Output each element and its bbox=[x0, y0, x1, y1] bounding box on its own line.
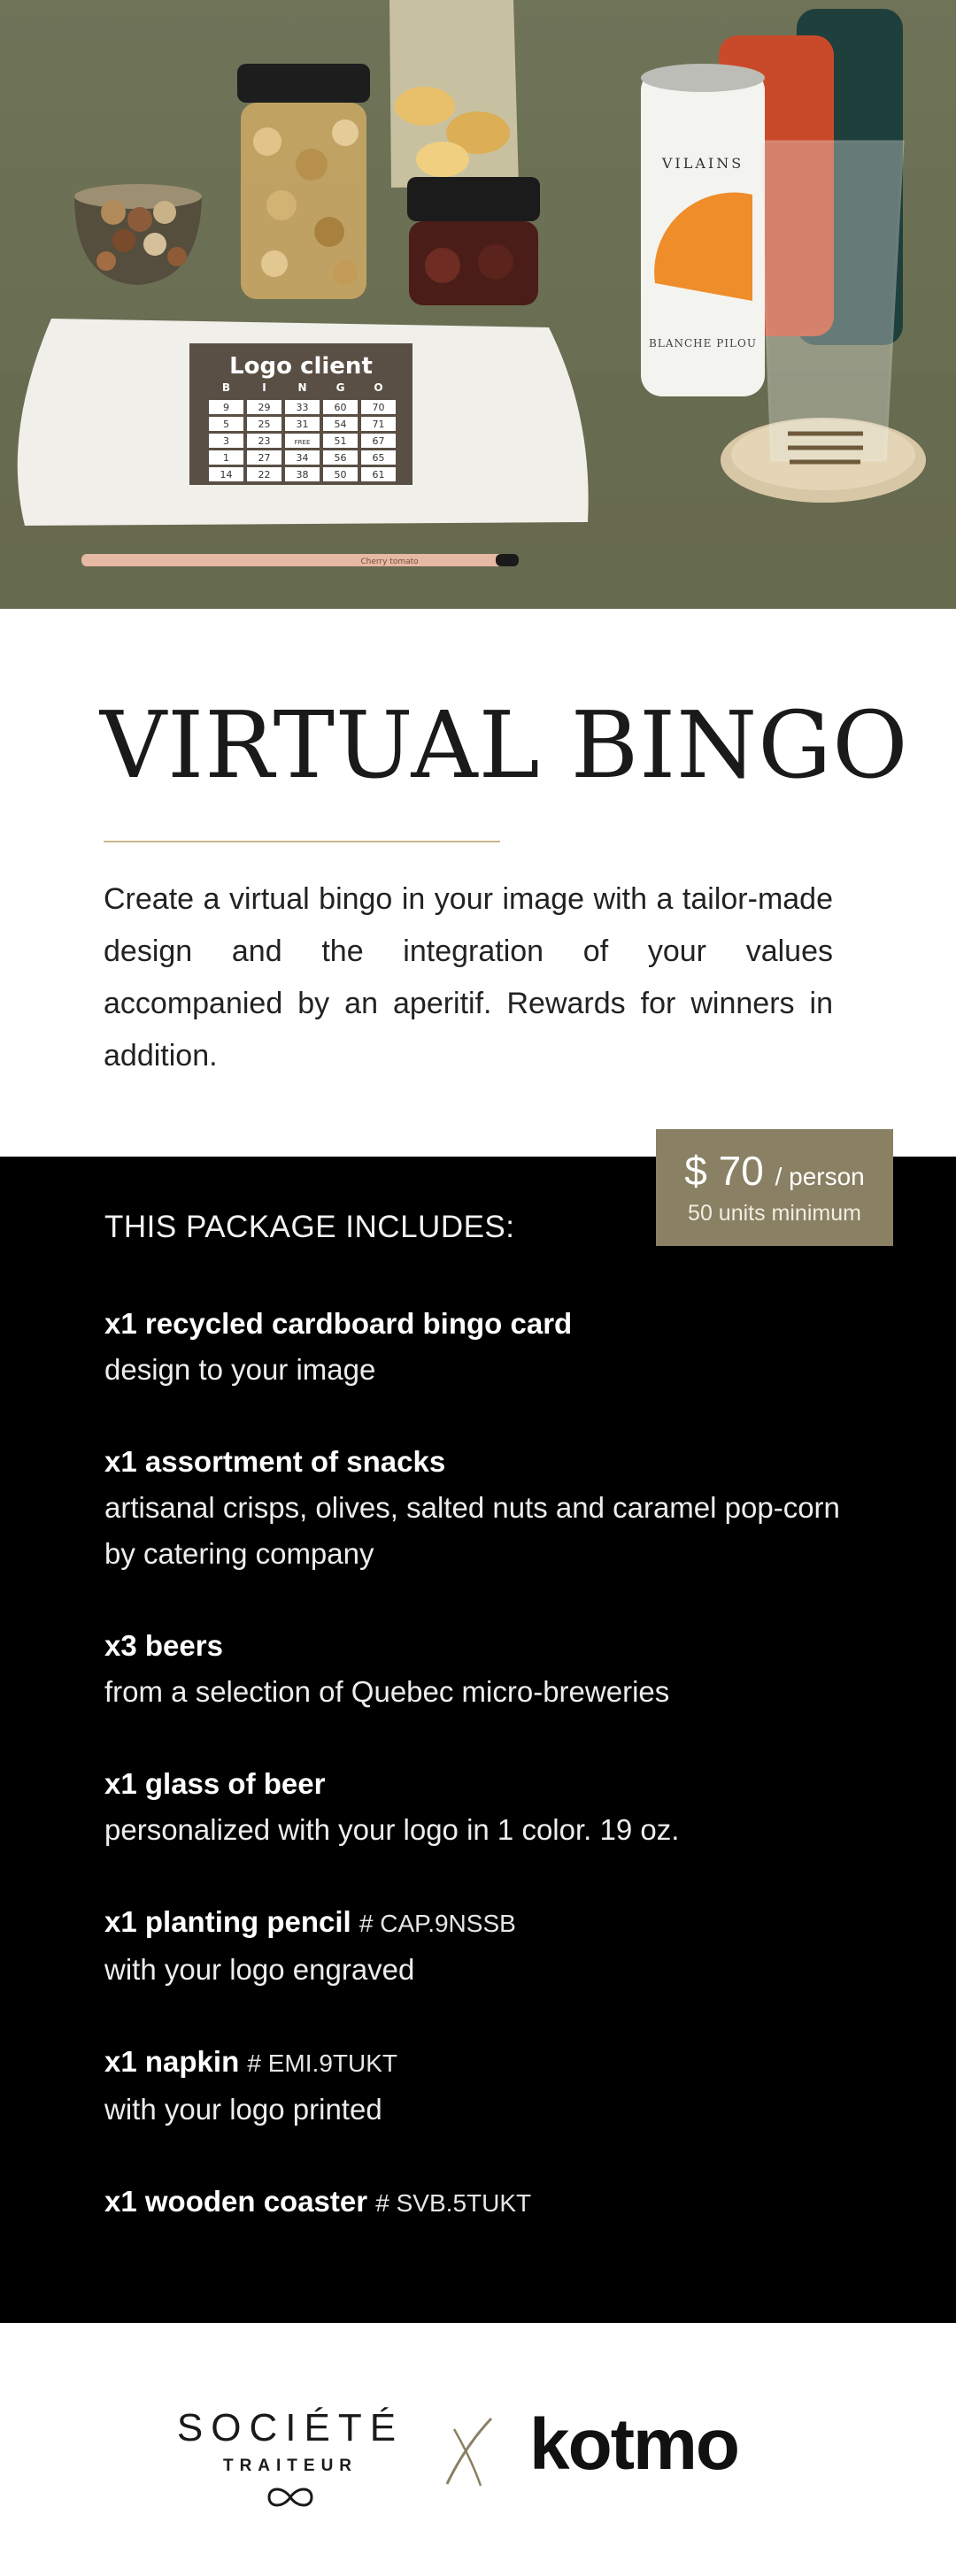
package-item bbox=[104, 1439, 866, 1577]
bingo-number: 51 bbox=[334, 435, 347, 447]
bingo-letter: G bbox=[335, 381, 345, 394]
can-brand: VILAINS bbox=[661, 155, 744, 172]
package-item-description: artisanal crisps, olives, salted nuts and caramel pop-corn by catering company bbox=[104, 1491, 840, 1570]
hero-illustration bbox=[0, 0, 956, 609]
package-item-description: with your logo engraved bbox=[104, 1953, 415, 1986]
bingo-number: 1 bbox=[223, 452, 229, 464]
package-item bbox=[104, 1899, 866, 1993]
bingo-number: 29 bbox=[258, 402, 271, 413]
hero-photo bbox=[0, 0, 956, 609]
package-item-title: x1 assortment of snacks bbox=[104, 1445, 446, 1478]
bingo-card bbox=[189, 343, 412, 485]
societe-logo-name: SOCIÉTÉ bbox=[176, 2406, 405, 2449]
package-item bbox=[104, 2039, 866, 2133]
package-item-code: # SVB.5TUKT bbox=[375, 2189, 532, 2217]
package-item-title: x1 planting pencil bbox=[104, 1905, 351, 1938]
bingo-letter: O bbox=[374, 381, 383, 394]
infinity-icon bbox=[171, 2485, 410, 2514]
crisps-bag bbox=[389, 0, 519, 188]
bingo-number: 65 bbox=[372, 452, 385, 464]
package-item-title: x1 napkin bbox=[104, 2045, 240, 2078]
package-item-title: x1 recycled cardboard bingo card bbox=[104, 1307, 573, 1340]
package-item bbox=[104, 1623, 866, 1715]
bingo-number: 38 bbox=[296, 469, 309, 481]
pencil-text: Cherry tomato bbox=[360, 557, 419, 566]
package-item bbox=[104, 1301, 866, 1393]
bingo-number: 34 bbox=[296, 452, 309, 464]
intro-description: Create a virtual bingo in your image with a tailor-made design and the integration of your values accompanied by an aperitif. Rewards for winners in addition. bbox=[104, 882, 833, 1073]
bingo-number: 60 bbox=[334, 402, 347, 413]
package-item-title-line bbox=[104, 1301, 866, 1347]
bingo-number: 9 bbox=[223, 402, 229, 413]
bingo-letter: I bbox=[262, 381, 266, 394]
nuts-bowl bbox=[74, 184, 202, 285]
bingo-letter: B bbox=[221, 381, 231, 394]
price-badge bbox=[656, 1129, 893, 1246]
planting-pencil bbox=[81, 554, 519, 566]
price-line bbox=[656, 1149, 893, 1199]
collaboration-x-icon bbox=[438, 2411, 500, 2495]
bingo-number: 14 bbox=[220, 469, 233, 481]
bingo-number: 71 bbox=[372, 419, 385, 430]
bingo-number: FREE bbox=[294, 439, 311, 446]
bingo-number: 61 bbox=[372, 469, 385, 481]
package-item-code: # EMI.9TUKT bbox=[247, 2049, 397, 2077]
bingo-number: 22 bbox=[258, 469, 271, 481]
package-item-title-line bbox=[104, 1899, 866, 1947]
package-item-description: personalized with your logo in 1 color. 19 oz. bbox=[104, 1813, 680, 1846]
package-item bbox=[104, 1761, 866, 1853]
can-label: BLANCHE PILOU bbox=[649, 337, 757, 350]
price-amount: $ 70 bbox=[684, 1148, 764, 1194]
kotmo-logo: kotmo bbox=[529, 2404, 738, 2485]
bingo-number: 50 bbox=[334, 469, 347, 481]
package-item-title-line bbox=[104, 1439, 866, 1485]
package-item-title-line bbox=[104, 2039, 866, 2087]
package-item-title-line bbox=[104, 2179, 866, 2226]
price-unit: / person bbox=[775, 1163, 865, 1190]
bingo-number: 54 bbox=[334, 419, 347, 430]
bingo-number: 70 bbox=[372, 402, 385, 413]
bingo-number: 67 bbox=[372, 435, 385, 447]
package-item bbox=[104, 2179, 866, 2226]
package-item-description: from a selection of Quebec micro-breweries bbox=[104, 1675, 670, 1708]
bingo-number: 33 bbox=[296, 402, 309, 413]
package-item-title-line bbox=[104, 1761, 866, 1807]
title-divider bbox=[104, 841, 500, 842]
bingo-number: 56 bbox=[334, 452, 347, 464]
bingo-number: 25 bbox=[258, 419, 271, 430]
package-item-description: with your logo printed bbox=[104, 2093, 382, 2126]
package-item-title-line bbox=[104, 1623, 866, 1669]
bingo-number: 5 bbox=[223, 419, 229, 430]
package-item-description: design to your image bbox=[104, 1353, 376, 1386]
bingo-number: 3 bbox=[223, 435, 229, 447]
package-item-title: x1 glass of beer bbox=[104, 1767, 326, 1800]
societe-traiteur-logo bbox=[171, 2407, 410, 2514]
package-item-title: x1 wooden coaster bbox=[104, 2185, 368, 2218]
package-heading: THIS PACKAGE INCLUDES: bbox=[104, 1210, 515, 1244]
bingo-number: 23 bbox=[258, 435, 271, 447]
package-item-title: x3 beers bbox=[104, 1629, 223, 1662]
bingo-grid bbox=[209, 400, 396, 481]
popcorn-jar bbox=[237, 64, 370, 299]
package-items bbox=[104, 1301, 866, 2272]
societe-logo-sub: TRAITEUR bbox=[222, 2457, 358, 2475]
package-item-code: # CAP.9NSSB bbox=[358, 1910, 516, 1937]
price-minimum: 50 units minimum bbox=[688, 1201, 861, 1226]
page-title: VIRTUAL BINGO bbox=[100, 691, 909, 799]
bingo-letter: N bbox=[297, 381, 307, 394]
footer bbox=[0, 2323, 956, 2576]
bingo-number: 27 bbox=[258, 452, 271, 464]
bingo-number: 31 bbox=[296, 419, 309, 430]
bingo-card-header: Logo client bbox=[229, 353, 373, 380]
olives-jar bbox=[407, 177, 540, 305]
